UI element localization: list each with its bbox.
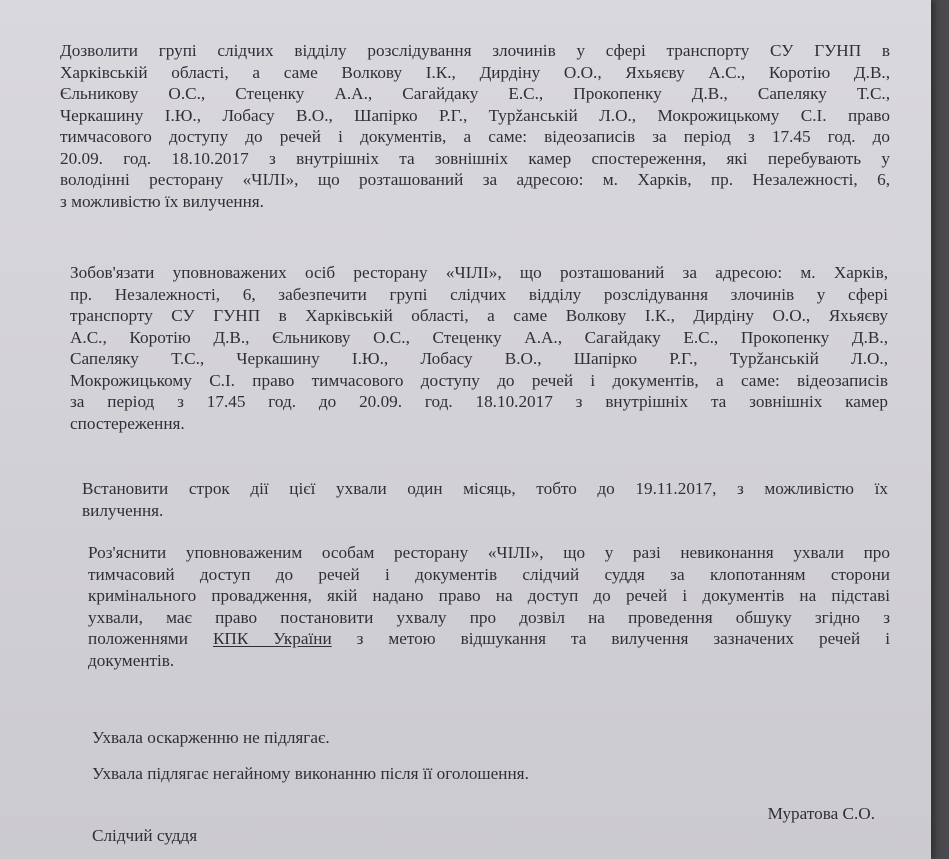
text-line: Встановити строк дії цієї ухвали один місяць, тобто до 19.11.2017, з можливістю їх	[82, 479, 888, 498]
statement-not-appealable: Ухвала оскарженню не підлягає.	[92, 728, 330, 747]
text-line: вилучення.	[82, 500, 164, 520]
signature-name: Муратова С.О.	[767, 804, 875, 823]
statement-immediate-execution: Ухвала підлягає негайному виконанню після її оголошення.	[92, 764, 529, 783]
text-line: кримінального провадження, якій надано право на доступ до речей і документів на підставі	[88, 586, 890, 605]
text-fragment: положеннями	[88, 629, 213, 648]
paragraph-explanation	[88, 542, 890, 671]
text-line: Харківській області, а саме Волкову І.К., Дирдіну О.О., Яхьяєву А.С., Коротію Д.В.,	[60, 62, 890, 82]
text-line-with-link	[88, 628, 890, 650]
signature-role: Слідчий суддя	[92, 826, 198, 845]
text-line: тимчасового доступу до речей і документів, а саме: відеозаписів за період з 17.45 год. до	[60, 127, 890, 146]
text-line: тимчасовий доступ до речей і документів слідчий суддя за клопотанням сторони	[88, 564, 890, 584]
text-line: Сапеляку Т.С., Черкашину І.Ю., Лобасу В.О., Шапірко Р.Г., Турžанській Л.О.,	[70, 349, 888, 368]
text-line: володінні ресторану «ЧІЛІ», що розташований за адресою: м. Харків, пр. Незалежності, 6,	[60, 170, 890, 189]
text-line: транспорту СУ ГУНП в Харківській області, а саме Волкову І.К., Дирдіну О.О., Яхьяєву	[70, 306, 888, 325]
text-line: Черкашину І.Ю., Лобасу В.О., Шапірко Р.Г., Турžанській Л.О., Мокрожицькому С.І. право	[60, 105, 890, 125]
text-line: Мокрожицькому С.І. право тимчасового доступу до речей і документів, а саме: відеозаписів	[70, 370, 888, 390]
text-line: ухвали, має право постановити ухвалу про дозвіл на проведення обшуку згідно з	[88, 607, 890, 627]
text-line: Дозволити групі слідчих відділу розслідування злочинів у сфері транспорту СУ ГУНП в	[60, 41, 890, 60]
text-line: А.С., Коротію Д.В., Єльникову О.С., Стеценку А.А., Сагайдаку Е.С., Прокопенку Д.В.,	[70, 327, 888, 347]
text-line: Єльникову О.С., Стеценку А.А., Сагайдаку Е.С., Прокопенку Д.В., Сапеляку Т.С.,	[60, 84, 890, 103]
text-line: пр. Незалежності, 6, забезпечити групі слідчих відділу розслідування злочинів у сфері	[70, 284, 888, 304]
text-line: 20.09. год. 18.10.2017 з внутрішніх та зовнішніх камер спостереження, які перебувають у	[60, 148, 890, 168]
paragraph-oblige-persons	[70, 262, 888, 434]
text-line: Роз'яснити уповноваженим особам ресторану «ЧІЛІ», що у разі невиконання ухвали про	[88, 543, 890, 562]
paragraph-permit-access	[60, 40, 890, 212]
text-fragment: з метою відшукання та вилучення зазначених речей і	[331, 629, 890, 648]
kpk-ukraine-link[interactable]: КПК України	[212, 629, 332, 648]
text-line: спостереження.	[70, 413, 185, 433]
text-line: з можливістю їх вилучення.	[60, 191, 264, 211]
text-line: за період з 17.45 год. до 20.09. год. 18.10.2017 з внутрішніх та зовнішніх камер	[70, 392, 888, 411]
text-line: Зобов'язати уповноважених осіб ресторану «ЧІЛІ», що розташований за адресою: м. Харків,	[70, 263, 888, 282]
text-line: документів.	[88, 650, 175, 670]
paragraph-validity-term	[82, 478, 888, 521]
